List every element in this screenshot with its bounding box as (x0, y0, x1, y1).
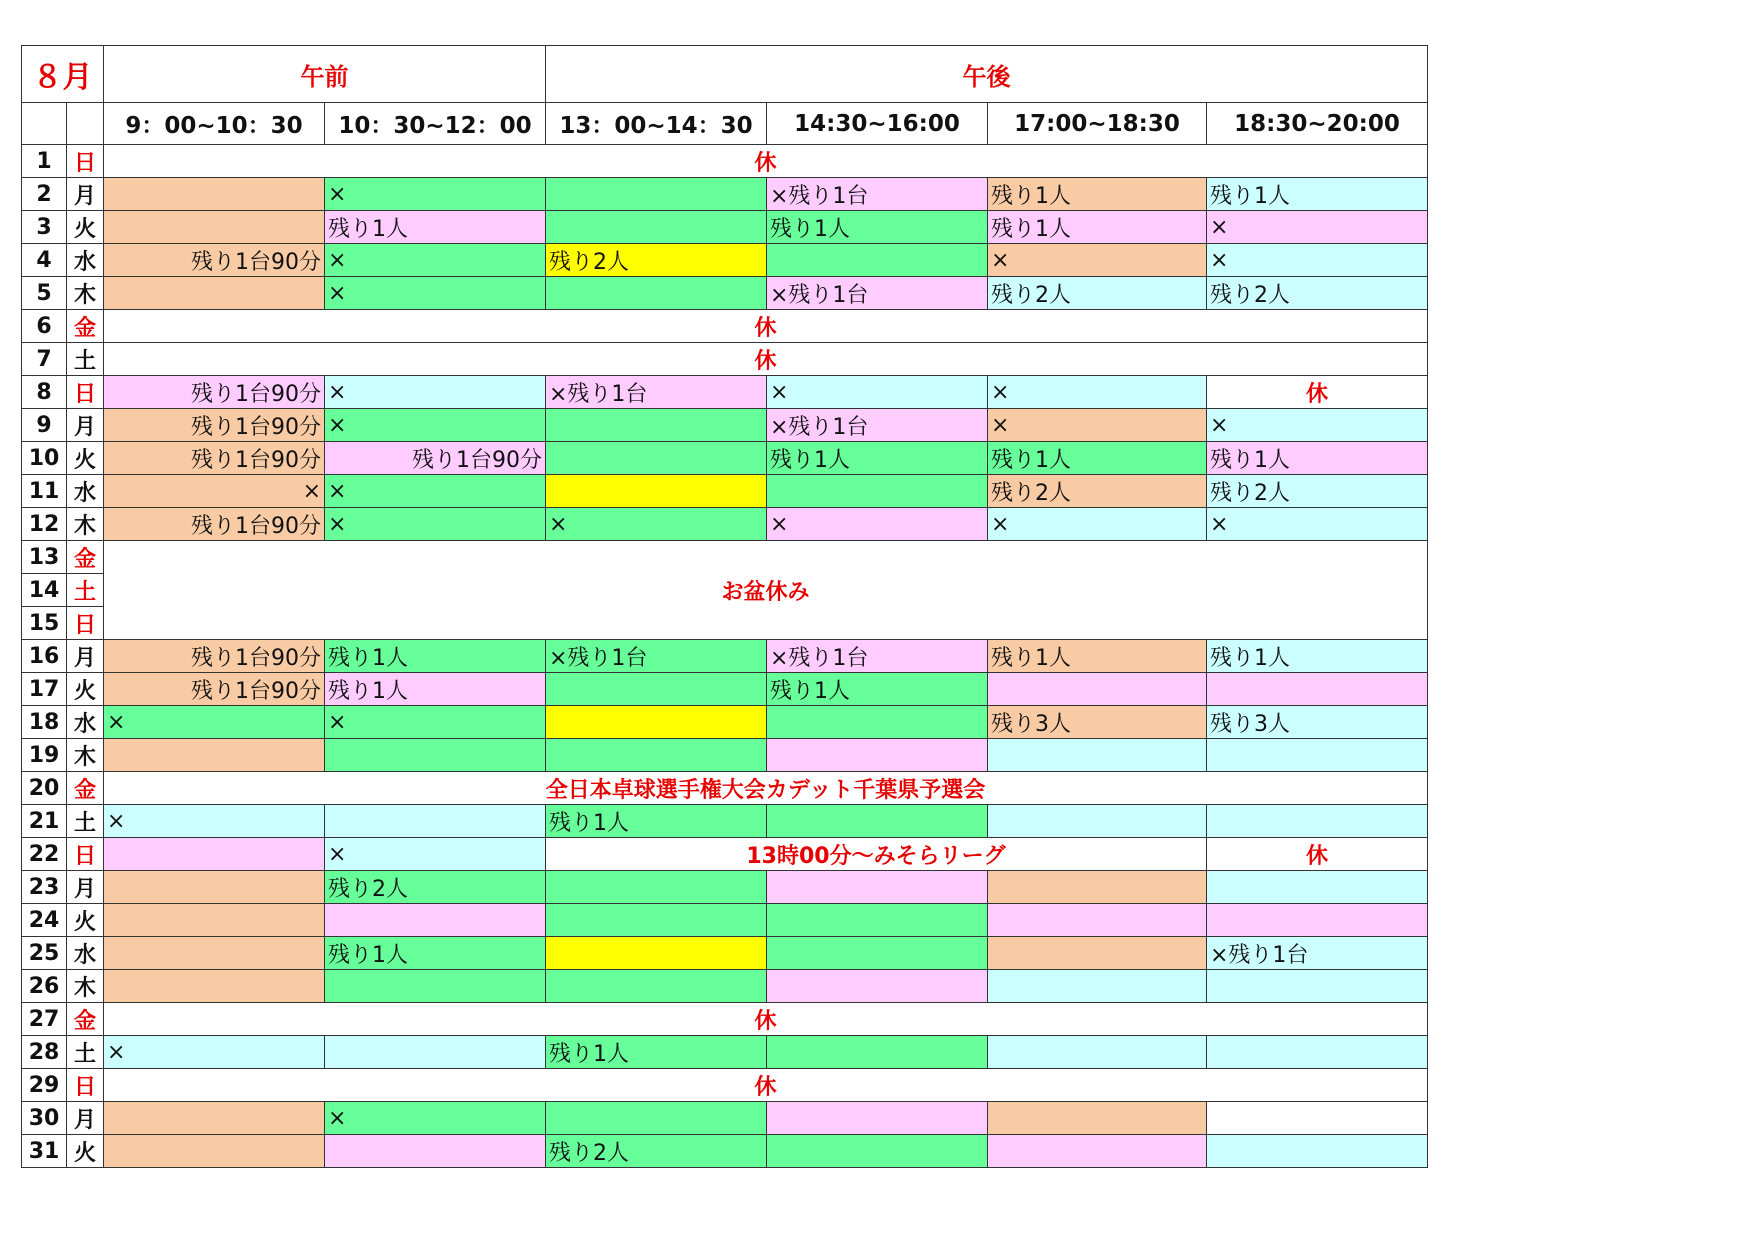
slot-cell: 残り1人 (988, 640, 1207, 673)
afternoon-label: 午後 (546, 46, 1428, 103)
slot-cell: 残り2人 (1207, 277, 1428, 310)
slot-cell (325, 1036, 546, 1069)
day-number: 6 (22, 310, 67, 343)
day-of-week: 火 (67, 904, 104, 937)
slot-cell: 残り1台90分 (104, 673, 325, 706)
blank-header-cell (22, 103, 67, 145)
slot-cell: × (767, 508, 988, 541)
table-row (22, 1135, 1428, 1168)
day-number: 7 (22, 343, 67, 376)
closed-notice: 休 (104, 145, 1428, 178)
slot-cell: × (325, 838, 546, 871)
slot-cell (104, 970, 325, 1003)
slot-cell (767, 937, 988, 970)
slot-cell: ×残り1台 (767, 640, 988, 673)
slot-cell: 残り2人 (546, 244, 767, 277)
slot-cell: 休 (1207, 376, 1428, 409)
table-row (22, 475, 1428, 508)
day-number: 1 (22, 145, 67, 178)
day-of-week: 火 (67, 442, 104, 475)
league-notice: 13時00分～みそらリーグ (546, 838, 1207, 871)
day-of-week: 木 (67, 277, 104, 310)
day-number: 24 (22, 904, 67, 937)
slot-cell: ×残り1台 (767, 409, 988, 442)
slot-cell (546, 706, 767, 739)
table-row (22, 871, 1428, 904)
day-of-week: 日 (67, 838, 104, 871)
table-row (22, 673, 1428, 706)
day-number: 12 (22, 508, 67, 541)
day-number: 16 (22, 640, 67, 673)
day-number: 30 (22, 1102, 67, 1135)
slot-cell: × (325, 376, 546, 409)
table-row (22, 937, 1428, 970)
slot-cell (325, 805, 546, 838)
slot-cell (104, 739, 325, 772)
slot-cell (767, 706, 988, 739)
slot-cell (988, 871, 1207, 904)
slot-cell: 残り1人 (988, 178, 1207, 211)
slot-cell: 残り1人 (325, 640, 546, 673)
slot-cell (767, 475, 988, 508)
slot-cell (988, 904, 1207, 937)
slot-cell (104, 838, 325, 871)
slot-cell (988, 937, 1207, 970)
slot-cell: × (325, 178, 546, 211)
slot-cell (104, 1135, 325, 1168)
slot-cell: ×残り1台 (767, 178, 988, 211)
slot-cell (1207, 970, 1428, 1003)
day-number: 4 (22, 244, 67, 277)
slot-cell (1207, 1036, 1428, 1069)
slot-cell: 残り2人 (988, 277, 1207, 310)
slot-cell (1207, 805, 1428, 838)
day-of-week: 日 (67, 145, 104, 178)
slot-cell (546, 904, 767, 937)
day-of-week: 土 (67, 574, 104, 607)
day-number: 2 (22, 178, 67, 211)
table-row (22, 1069, 1428, 1102)
day-number: 8 (22, 376, 67, 409)
slot-cell: × (104, 1036, 325, 1069)
slot-cell (767, 739, 988, 772)
day-of-week: 金 (67, 310, 104, 343)
slot-cell: 残り2人 (1207, 475, 1428, 508)
slot-cell: 残り3人 (988, 706, 1207, 739)
slot-cell (988, 805, 1207, 838)
table-row (22, 541, 1428, 574)
slot-cell: × (325, 409, 546, 442)
slot-cell: 残り1人 (988, 442, 1207, 475)
slot-cell: 残り1台90分 (104, 409, 325, 442)
slot-cell: 残り1台90分 (325, 442, 546, 475)
slot-cell: ×残り1台 (1207, 937, 1428, 970)
slot-cell (988, 1036, 1207, 1069)
day-of-week: 水 (67, 937, 104, 970)
slot-cell (546, 1102, 767, 1135)
slot-cell: 残り1人 (325, 673, 546, 706)
slot-cell (767, 1036, 988, 1069)
day-of-week: 金 (67, 772, 104, 805)
slot-cell (988, 673, 1207, 706)
slot-cell (104, 178, 325, 211)
slot-cell (1207, 871, 1428, 904)
slot-cell: × (988, 508, 1207, 541)
day-of-week: 日 (67, 607, 104, 640)
slot-cell: 残り1人 (325, 937, 546, 970)
table-row (22, 178, 1428, 211)
slot-cell: × (104, 706, 325, 739)
slot-cell: 残り1人 (1207, 178, 1428, 211)
slot-cell (546, 937, 767, 970)
slot-cell (1207, 673, 1428, 706)
slot-cell (1207, 1102, 1428, 1135)
day-of-week: 木 (67, 508, 104, 541)
slot-cell: 残り1人 (767, 673, 988, 706)
slot-cell: ×残り1台 (546, 640, 767, 673)
slot-cell (546, 475, 767, 508)
slot-cell: × (1207, 244, 1428, 277)
slot-cell (767, 904, 988, 937)
slot-cell: × (546, 508, 767, 541)
table-row (22, 1003, 1428, 1036)
slot-cell: × (1207, 211, 1428, 244)
month-label: ８月 (22, 46, 104, 103)
slot-cell: × (104, 805, 325, 838)
table-row (22, 1102, 1428, 1135)
slot-cell (104, 904, 325, 937)
slot-cell: × (767, 376, 988, 409)
day-of-week: 木 (67, 970, 104, 1003)
day-number: 20 (22, 772, 67, 805)
slot-cell: 残り1人 (767, 211, 988, 244)
slot-cell: ×残り1台 (546, 376, 767, 409)
slot-cell (546, 211, 767, 244)
slot-cell: 残り1台90分 (104, 376, 325, 409)
table-row (22, 805, 1428, 838)
day-of-week: 月 (67, 640, 104, 673)
slot-cell (767, 244, 988, 277)
slot-cell: ×残り1台 (767, 277, 988, 310)
day-number: 29 (22, 1069, 67, 1102)
day-of-week: 月 (67, 178, 104, 211)
table-row (22, 772, 1428, 805)
day-of-week: 金 (67, 1003, 104, 1036)
slot-cell (104, 871, 325, 904)
day-of-week: 水 (67, 244, 104, 277)
day-number: 3 (22, 211, 67, 244)
day-number: 15 (22, 607, 67, 640)
day-of-week: 火 (67, 211, 104, 244)
closed-notice: 休 (104, 343, 1428, 376)
table-row (22, 640, 1428, 673)
slot-cell (767, 970, 988, 1003)
slot-cell: 残り1人 (546, 1036, 767, 1069)
day-number: 27 (22, 1003, 67, 1036)
slot-cell: × (325, 706, 546, 739)
table-row (22, 376, 1428, 409)
day-of-week: 日 (67, 376, 104, 409)
table-row (22, 310, 1428, 343)
day-number: 9 (22, 409, 67, 442)
day-number: 14 (22, 574, 67, 607)
slot-cell: 残り1台90分 (104, 442, 325, 475)
slot-cell (1207, 1135, 1428, 1168)
slot-cell: 残り1人 (325, 211, 546, 244)
slot-cell (325, 1135, 546, 1168)
slot-header: 17:00~18:30 (988, 103, 1207, 145)
slot-header: 13：00~14：30 (546, 103, 767, 145)
closed-notice: 全日本卓球選手権大会カデット千葉県予選会 (104, 772, 1428, 805)
slot-cell: 残り1人 (767, 442, 988, 475)
slot-cell (546, 442, 767, 475)
day-of-week: 木 (67, 739, 104, 772)
day-of-week: 土 (67, 805, 104, 838)
slot-cell: × (1207, 508, 1428, 541)
table-row (22, 343, 1428, 376)
day-number: 10 (22, 442, 67, 475)
slot-cell: 残り2人 (988, 475, 1207, 508)
day-number: 21 (22, 805, 67, 838)
day-number: 22 (22, 838, 67, 871)
slot-cell (988, 739, 1207, 772)
day-number: 11 (22, 475, 67, 508)
day-number: 5 (22, 277, 67, 310)
slot-cell (104, 211, 325, 244)
closed-notice: 休 (104, 310, 1428, 343)
closed-notice: 休 (104, 1003, 1428, 1036)
obon-holiday-notice: お盆休み (104, 541, 1428, 640)
slot-cell (325, 739, 546, 772)
slot-cell: × (325, 1102, 546, 1135)
morning-label: 午前 (104, 46, 546, 103)
slot-cell: × (325, 475, 546, 508)
slot-cell: × (325, 277, 546, 310)
slot-cell (546, 739, 767, 772)
day-of-week: 火 (67, 1135, 104, 1168)
table-row (22, 145, 1428, 178)
day-of-week: 土 (67, 1036, 104, 1069)
slot-cell: 残り2人 (325, 871, 546, 904)
slot-cell (546, 277, 767, 310)
day-number: 25 (22, 937, 67, 970)
day-number: 28 (22, 1036, 67, 1069)
slot-cell (767, 871, 988, 904)
slot-header: 14:30~16:00 (767, 103, 988, 145)
day-number: 26 (22, 970, 67, 1003)
table-row (22, 904, 1428, 937)
day-number: 18 (22, 706, 67, 739)
slot-cell: 残り1台90分 (104, 508, 325, 541)
table-row (22, 508, 1428, 541)
slot-cell: × (104, 475, 325, 508)
table-row (22, 1036, 1428, 1069)
slot-cell: 残り1台90分 (104, 640, 325, 673)
day-of-week: 土 (67, 343, 104, 376)
slot-cell: × (325, 508, 546, 541)
slot-cell (1207, 904, 1428, 937)
day-of-week: 水 (67, 706, 104, 739)
table-row (22, 277, 1428, 310)
closed-notice: 休 (104, 1069, 1428, 1102)
slot-cell (546, 673, 767, 706)
day-number: 31 (22, 1135, 67, 1168)
slot-cell: × (325, 244, 546, 277)
slot-cell: 残り1人 (546, 805, 767, 838)
blank-header-cell (67, 103, 104, 145)
day-number: 17 (22, 673, 67, 706)
slot-cell: × (988, 409, 1207, 442)
table-row (22, 706, 1428, 739)
slot-cell (546, 178, 767, 211)
day-number: 13 (22, 541, 67, 574)
slot-header: 10：30~12：00 (325, 103, 546, 145)
slot-cell: 残り1人 (1207, 640, 1428, 673)
slot-cell: 残り1台90分 (104, 244, 325, 277)
slot-cell: 残り1人 (988, 211, 1207, 244)
table-row (22, 211, 1428, 244)
day-of-week: 月 (67, 871, 104, 904)
slot-cell (988, 970, 1207, 1003)
day-of-week: 金 (67, 541, 104, 574)
day-of-week: 水 (67, 475, 104, 508)
slot-cell (767, 805, 988, 838)
table-row (22, 970, 1428, 1003)
day-of-week: 日 (67, 1069, 104, 1102)
slot-cell (325, 904, 546, 937)
day-number: 19 (22, 739, 67, 772)
day-of-week: 火 (67, 673, 104, 706)
slot-cell (325, 970, 546, 1003)
slot-cell (767, 1102, 988, 1135)
slot-header: 18:30~20:00 (1207, 103, 1428, 145)
slot-header: 9：00~10：30 (104, 103, 325, 145)
slot-cell: 残り2人 (546, 1135, 767, 1168)
day-number: 23 (22, 871, 67, 904)
table-row (22, 244, 1428, 277)
table-row (22, 442, 1428, 475)
day-of-week: 月 (67, 1102, 104, 1135)
slot-cell (988, 1135, 1207, 1168)
table-row (22, 739, 1428, 772)
header-row-slots (22, 103, 1428, 145)
slot-cell: × (988, 244, 1207, 277)
slot-cell (546, 970, 767, 1003)
slot-cell: 残り3人 (1207, 706, 1428, 739)
slot-cell (1207, 739, 1428, 772)
slot-cell (104, 277, 325, 310)
slot-cell: × (988, 376, 1207, 409)
closed-notice: 休 (1207, 838, 1428, 871)
slot-cell (546, 409, 767, 442)
slot-cell (988, 1102, 1207, 1135)
table-row (22, 838, 1428, 871)
slot-cell (104, 937, 325, 970)
slot-cell (546, 871, 767, 904)
schedule-table (21, 45, 1428, 1168)
slot-cell: × (1207, 409, 1428, 442)
slot-cell: 残り1人 (1207, 442, 1428, 475)
slot-cell (104, 1102, 325, 1135)
table-row (22, 409, 1428, 442)
day-of-week: 月 (67, 409, 104, 442)
slot-cell (767, 1135, 988, 1168)
header-row-period (22, 46, 1428, 103)
